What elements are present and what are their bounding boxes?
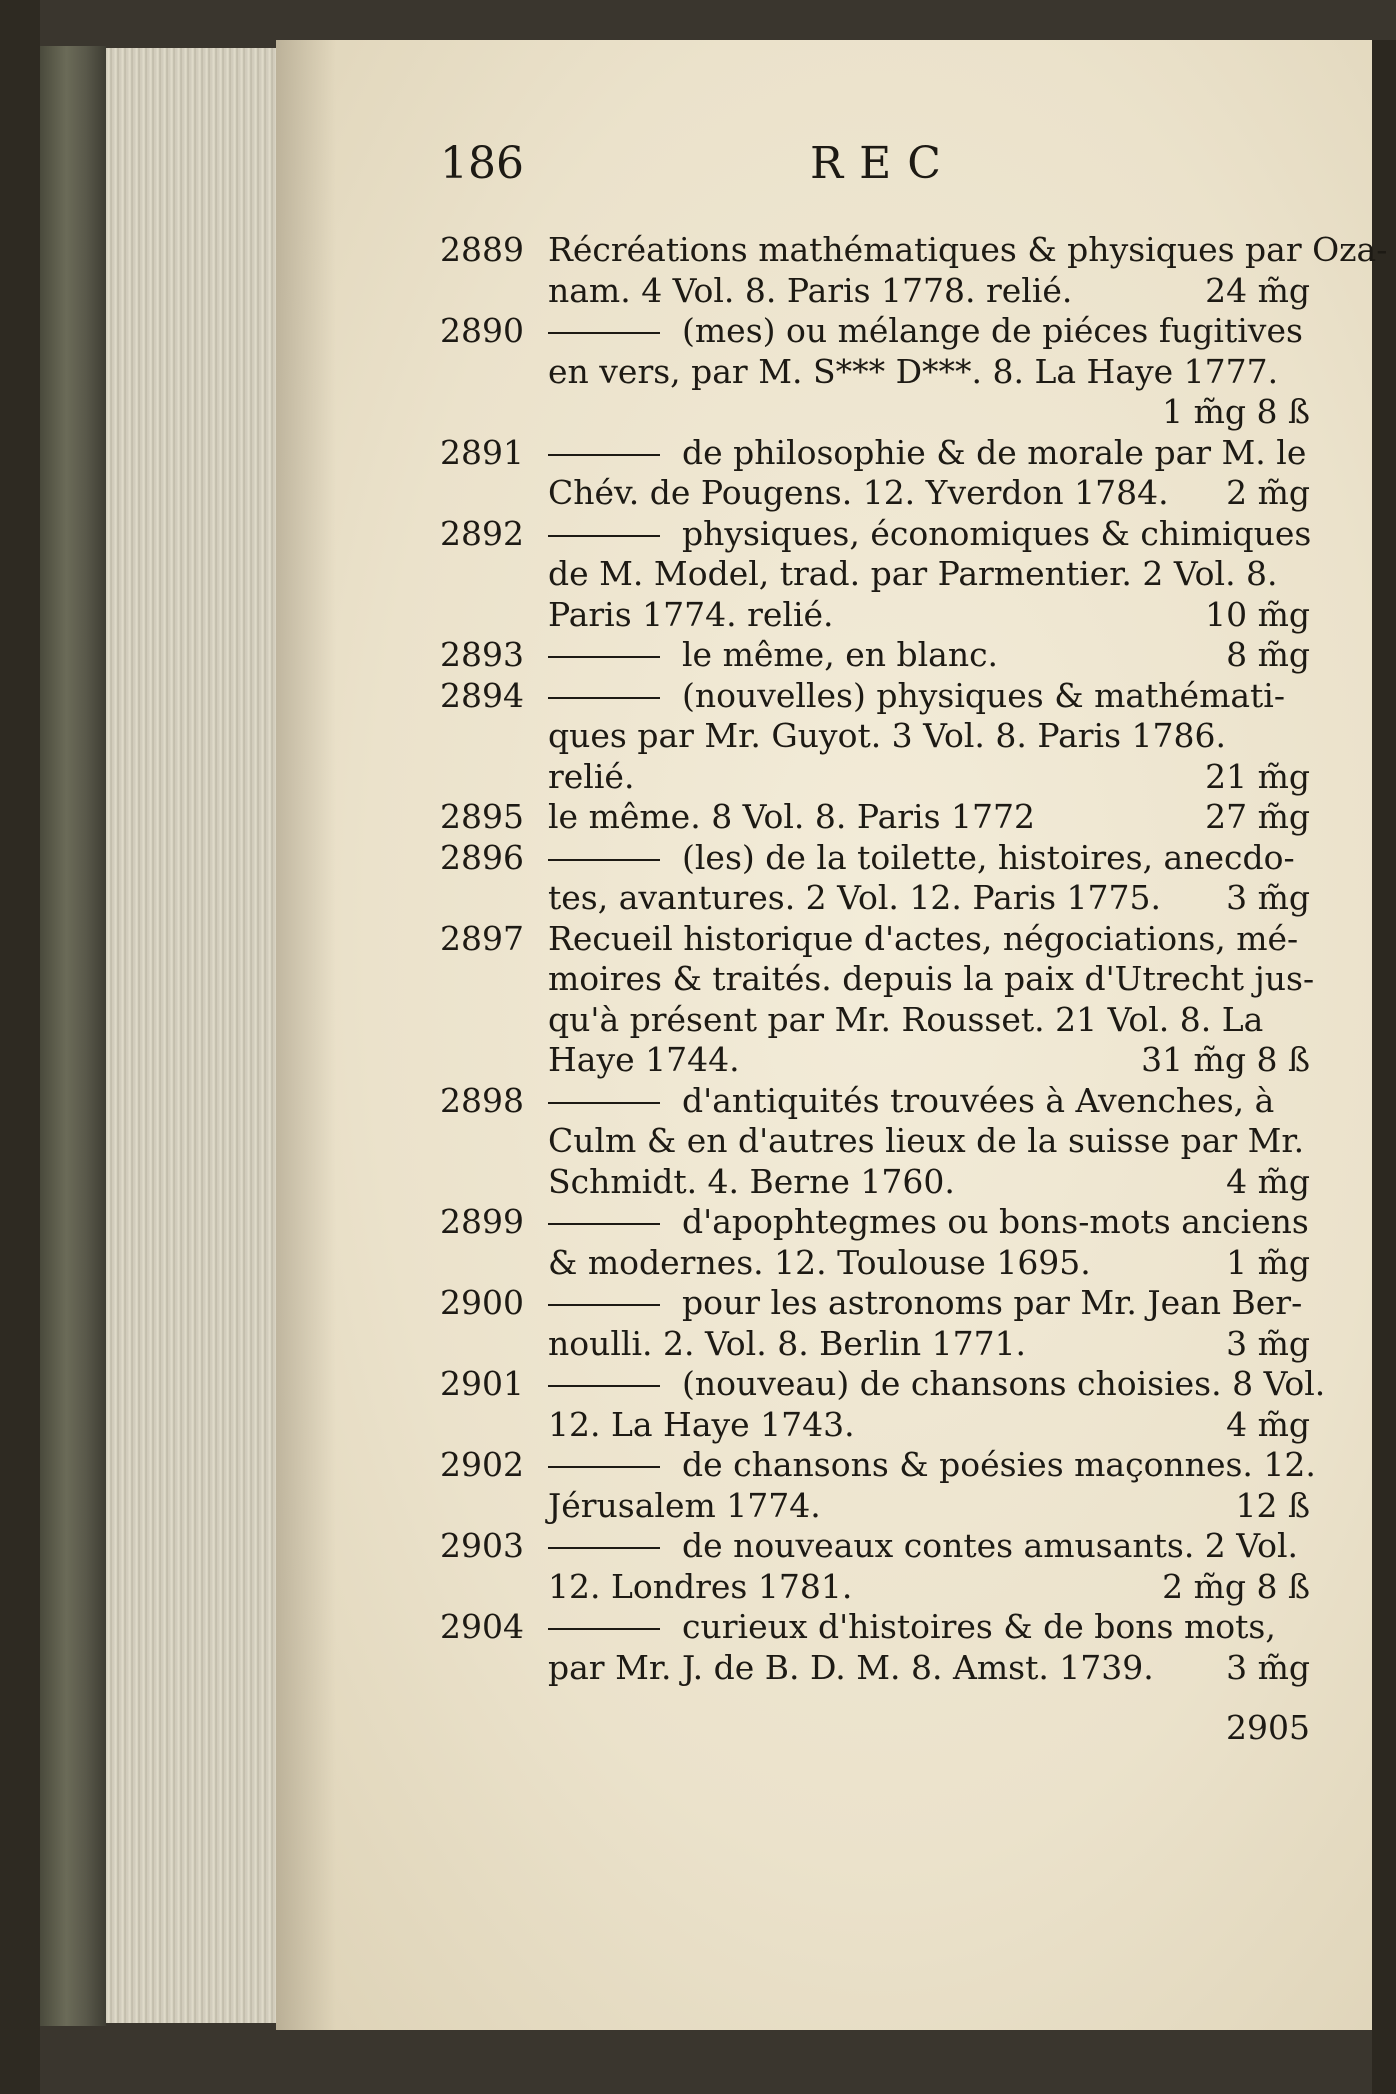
running-title: REC: [810, 138, 957, 189]
entry-price: 4 m̃g: [1226, 1404, 1310, 1444]
gutter-shadow: [276, 40, 336, 2030]
entry-text: [548, 1202, 1309, 1242]
entry-text: [548, 1526, 1298, 1566]
entry-description: Chév. de Pougens. 12. Yverdon 1784.: [548, 473, 1169, 512]
book-right-edge: [1372, 40, 1396, 2094]
catalog-line: [440, 919, 1310, 959]
entry-price: 3 m̃g: [1226, 1647, 1310, 1687]
entry-price: 2 m̃g: [1226, 473, 1310, 512]
entry-price: 1 m̃g: [1226, 1242, 1310, 1282]
entry-description: Recueil historique d'actes, négociations, mé-: [548, 918, 1299, 958]
catalog-line: [440, 1283, 1310, 1323]
ditto-dash: [548, 454, 660, 456]
entry-number: 2901: [440, 1364, 524, 1403]
entry-description: Jérusalem 1774.: [548, 1485, 821, 1525]
entry-description: Culm & en d'autres lieux de la suisse par Mr.: [548, 1121, 1305, 1160]
entry-number: 2899: [440, 1202, 524, 1241]
entry-number: 2892: [440, 513, 524, 553]
entry-price: 2 m̃g 8 ß: [1162, 1566, 1310, 1606]
entry-description: Schmidt. 4. Berne 1760.: [548, 1161, 955, 1201]
ditto-dash: [548, 1628, 660, 1630]
ditto-dash: [548, 697, 660, 699]
ditto-dash: [548, 535, 660, 537]
entry-text: [548, 230, 1387, 270]
catalog-line: [440, 595, 1310, 635]
entry-number: 2895: [440, 797, 524, 836]
catalog-line: [440, 1445, 1316, 1485]
entry-number: 2904: [440, 1607, 524, 1646]
catalog-line: [440, 1486, 1310, 1526]
entry-number: 2894: [440, 675, 524, 715]
catalog-line: [440, 1607, 1310, 1647]
entry-text: [548, 757, 634, 797]
entry-description: pour les astronoms par Mr. Jean Ber-: [682, 1283, 1303, 1322]
entry-text: [548, 1567, 852, 1607]
entry-price: 24 m̃g: [1205, 270, 1310, 310]
entry-text: [548, 1243, 1091, 1283]
entry-price: 8 m̃g: [1226, 635, 1310, 674]
entry-text: [548, 352, 1278, 392]
entry-description: (les) de la toilette, histoires, anecdo-: [682, 837, 1295, 877]
catalog-line: [440, 1040, 1310, 1080]
catalog-line: [440, 514, 1310, 554]
entry-text: [548, 1364, 1325, 1404]
entry-number: 2903: [440, 1526, 524, 1565]
entry-price: 4 m̃g: [1226, 1161, 1310, 1201]
entry-description: relié.: [548, 756, 635, 796]
entry-text: [548, 554, 1278, 594]
entry-price: 3 m̃g: [1226, 878, 1310, 917]
entry-price: 10 m̃g: [1205, 594, 1310, 634]
catalog-line: [440, 392, 1310, 432]
entry-description: d'antiquités trouvées à Avenches, à: [682, 1080, 1275, 1120]
entry-description: d'apophtegmes ou bons-mots anciens: [682, 1202, 1309, 1241]
entry-text: [548, 514, 1311, 554]
entry-text: [548, 1607, 1276, 1647]
catalog-line: [440, 1567, 1310, 1607]
entry-text: [548, 1405, 855, 1445]
entry-text: [548, 1486, 821, 1526]
page-stack-edges: [106, 48, 276, 2023]
entry-number: 2896: [440, 837, 524, 877]
entry-description: de philosophie & de morale par M. le: [682, 432, 1307, 472]
entry-description: (nouveau) de chansons choisies. 8 Vol.: [682, 1364, 1326, 1403]
entry-description: Récréations mathématiques & physiques par Oza-: [548, 230, 1388, 269]
entry-description: en vers, par M. S*** D***. 8. La Haye 1777.: [548, 351, 1279, 391]
entry-number: 2898: [440, 1080, 524, 1120]
ditto-dash: [548, 1547, 660, 1549]
catalog-line: [440, 838, 1310, 878]
page-number: 186: [440, 138, 524, 189]
entry-description: de M. Model, trad. par Parmentier. 2 Vol. 8.: [548, 554, 1278, 593]
entry-number: 2902: [440, 1445, 524, 1484]
catalog-line: [440, 676, 1310, 716]
entry-price: 27 m̃g: [1205, 797, 1310, 836]
entry-description: 12. La Haye 1743.: [548, 1404, 855, 1444]
entry-text: [548, 1324, 1026, 1364]
catalog-line: [440, 959, 1315, 999]
entry-number: 2893: [440, 635, 524, 674]
catalog-line: [440, 1162, 1310, 1202]
ditto-dash: [548, 1304, 660, 1306]
entry-price: 21 m̃g: [1205, 756, 1310, 796]
entry-text: [548, 271, 1072, 311]
catalog-line: [440, 1121, 1310, 1161]
entry-text: [548, 919, 1298, 959]
entry-description: noulli. 2. Vol. 8. Berlin 1771.: [548, 1323, 1027, 1363]
catalog-line: [440, 352, 1310, 392]
catalog-line: [440, 271, 1310, 311]
ditto-dash: [548, 859, 660, 861]
catalog-line: [440, 1648, 1310, 1688]
entry-description: (nouvelles) physiques & mathémati-: [682, 675, 1286, 715]
catalog-line: [440, 1364, 1326, 1404]
catalog-line: [440, 554, 1310, 594]
entry-description: ques par Mr. Guyot. 3 Vol. 8. Paris 1786.: [548, 716, 1226, 755]
entry-number: 2891: [440, 432, 524, 472]
entry-description: qu'à présent par Mr. Rousset. 21 Vol. 8. La: [548, 999, 1264, 1039]
entry-description: 12. Londres 1781.: [548, 1566, 853, 1606]
catalog-line: [440, 878, 1310, 918]
entry-description: le même. 8 Vol. 8. Paris 1772: [548, 797, 1035, 836]
entry-description: & modernes. 12. Toulouse 1695.: [548, 1242, 1091, 1282]
ditto-dash: [548, 1466, 660, 1468]
entry-number: 2897: [440, 918, 524, 958]
ditto-dash: [548, 1102, 660, 1104]
entry-description: curieux d'histoires & de bons mots,: [682, 1607, 1276, 1646]
catalog-line: [440, 1000, 1310, 1040]
ditto-dash: [548, 1385, 660, 1387]
entry-text: [548, 635, 998, 675]
entry-description: de nouveaux contes amusants. 2 Vol.: [682, 1526, 1298, 1565]
entry-description: moires & traités. depuis la paix d'Utrecht jus-: [548, 959, 1315, 998]
entry-text: [548, 716, 1226, 756]
book-cover-edge: [0, 0, 40, 2094]
ditto-dash: [548, 656, 660, 658]
catchword: 2905: [1226, 1708, 1310, 1747]
catalog-line: [440, 1243, 1310, 1283]
catalog-line: [440, 797, 1310, 837]
entry-text: [548, 595, 834, 635]
entry-text: [548, 1283, 1302, 1323]
entry-text: [548, 797, 1035, 837]
ditto-dash: [548, 1223, 660, 1225]
entry-description: Paris 1774. relié.: [548, 594, 834, 634]
catalog-line: [440, 473, 1310, 513]
entry-text: [548, 676, 1285, 716]
catalog-line: [440, 311, 1310, 351]
catalog-line: [440, 1526, 1310, 1566]
entry-number: 2900: [440, 1283, 524, 1322]
entry-number: 2889: [440, 230, 524, 269]
entry-description: (mes) ou mélange de piéces fugitives: [682, 311, 1303, 350]
entry-text: [548, 1081, 1274, 1121]
catalog-line: [440, 433, 1310, 473]
entry-text: [548, 433, 1306, 473]
book-spine: [40, 46, 106, 2026]
catalog-line: [440, 1324, 1310, 1364]
catalog-line: [440, 230, 1388, 270]
entry-text: [548, 878, 1161, 918]
entry-price: 12 ß: [1235, 1485, 1310, 1525]
entry-price: 31 m̃g 8 ß: [1141, 1040, 1310, 1079]
entry-number: 2890: [440, 311, 524, 350]
catalog-line: [440, 1405, 1310, 1445]
catalog-line: [440, 635, 1310, 675]
entry-description: tes, avantures. 2 Vol. 12. Paris 1775.: [548, 878, 1161, 917]
entry-text: [548, 1648, 1154, 1688]
entry-text: [548, 1000, 1263, 1040]
catalog-line: [440, 716, 1310, 756]
catalog-line: [440, 1081, 1310, 1121]
catalog-line: [440, 757, 1310, 797]
entry-description: physiques, économiques & chimiques: [682, 513, 1312, 553]
entry-price: 1 m̃g 8 ß: [1162, 392, 1310, 431]
entry-text: [548, 1162, 955, 1202]
entry-text: [548, 1040, 740, 1080]
entry-text: [548, 1445, 1316, 1485]
entry-text: [548, 838, 1295, 878]
catalog-line: [440, 1202, 1310, 1242]
entry-description: le même, en blanc.: [682, 635, 999, 674]
entry-description: nam. 4 Vol. 8. Paris 1778. relié.: [548, 270, 1073, 310]
entry-text: [548, 959, 1314, 999]
ditto-dash: [548, 332, 660, 334]
entry-text: [548, 311, 1303, 351]
entry-text: [548, 473, 1169, 513]
entry-description: par Mr. J. de B. D. M. 8. Amst. 1739.: [548, 1647, 1154, 1687]
page-header: [440, 138, 1310, 194]
entry-text: [548, 1121, 1304, 1161]
entry-description: Haye 1744.: [548, 1040, 740, 1079]
entry-price: 3 m̃g: [1226, 1323, 1310, 1363]
entry-description: de chansons & poésies maçonnes. 12.: [682, 1445, 1316, 1484]
